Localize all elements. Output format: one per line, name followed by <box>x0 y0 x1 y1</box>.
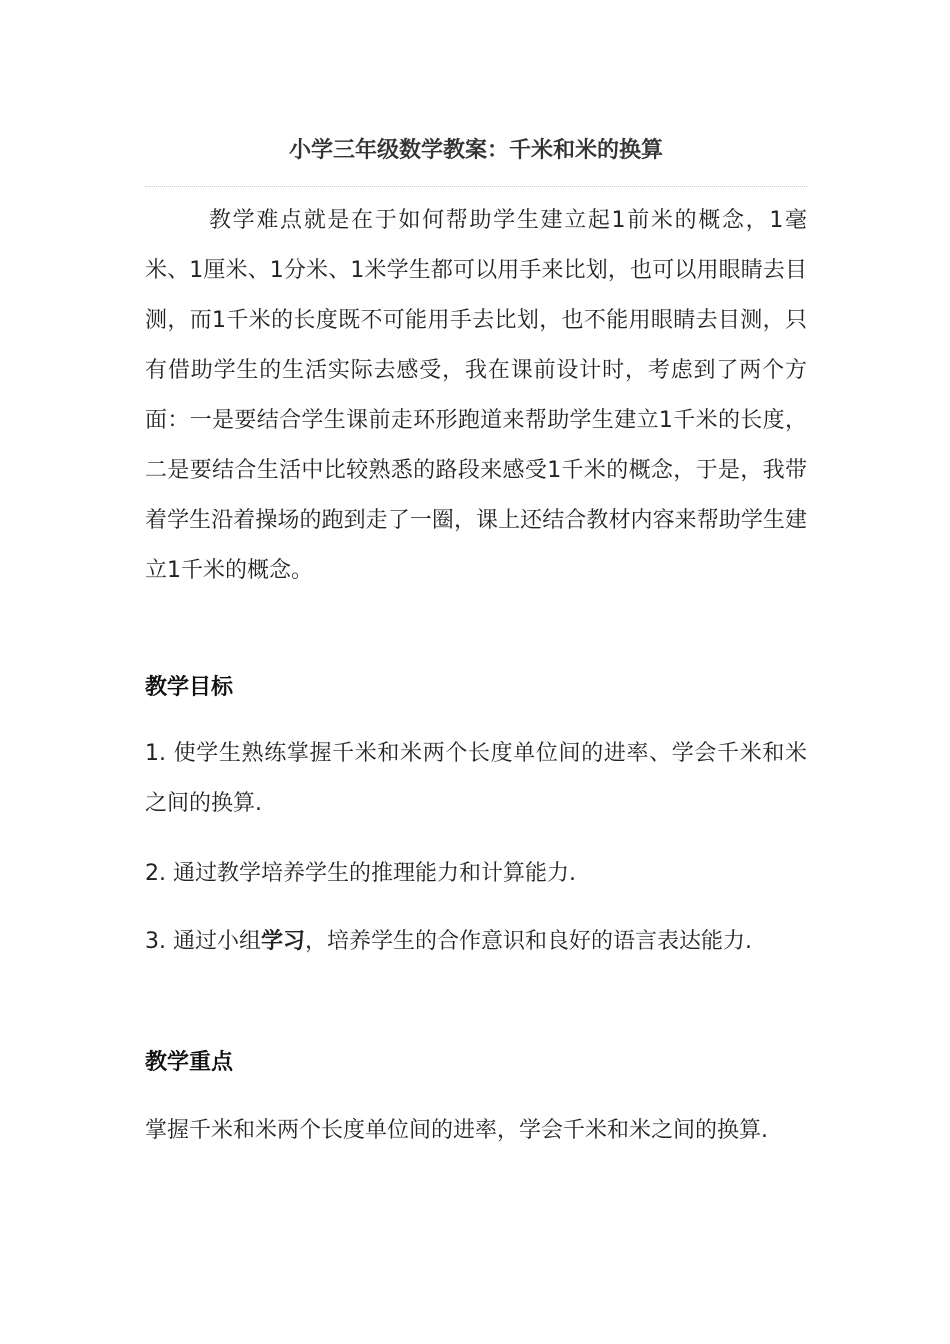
intro-paragraph: 教学难点就是在于如何帮助学生建立起1前米的概念，1毫米、1厘米、1分米、1米学生都可以用手来比划，也可以用眼睛去目测，而1千米的长度既不可能用手去比划，也不能用眼睛去目测，只有借助学生的生活实际去感受，我在课前设计时，考虑到了两个方面：一是要结合学生课前走环形跑道来帮助学生建立1千米的长度，二是要结合生活中比较熟悉的路段来感受1千米的概念，于是，我带着学生沿着操场的跑到走了一圈，课上还结合教材内容来帮助学生建立1千米的概念。 <box>145 208 807 583</box>
goal-item-3-rest: ，培养学生的合作意识和良好的语言表达能力. <box>305 929 752 954</box>
key-points-heading: 教学重点 <box>145 1050 234 1075</box>
goal-item-1: 1. 使学生熟练掌握千米和米两个长度单位间的进率、学会千米和米之间的换算. <box>145 741 807 816</box>
key-points-text: 掌握千米和米两个长度单位间的进率，学会千米和米之间的换算. <box>145 1118 768 1143</box>
goal-item-3-bold-link[interactable]: 学习 <box>260 929 305 954</box>
goal-item-3 <box>145 917 807 967</box>
title-divider <box>145 186 807 187</box>
goals-heading: 教学目标 <box>145 675 234 700</box>
goal-item-2: 2. 通过教学培养学生的推理能力和计算能力. <box>145 861 576 886</box>
goal-item-3-lead: 3. 通过小组 <box>145 929 261 954</box>
document-title: 小学三年级数学教案：千米和米的换算 <box>288 138 663 163</box>
